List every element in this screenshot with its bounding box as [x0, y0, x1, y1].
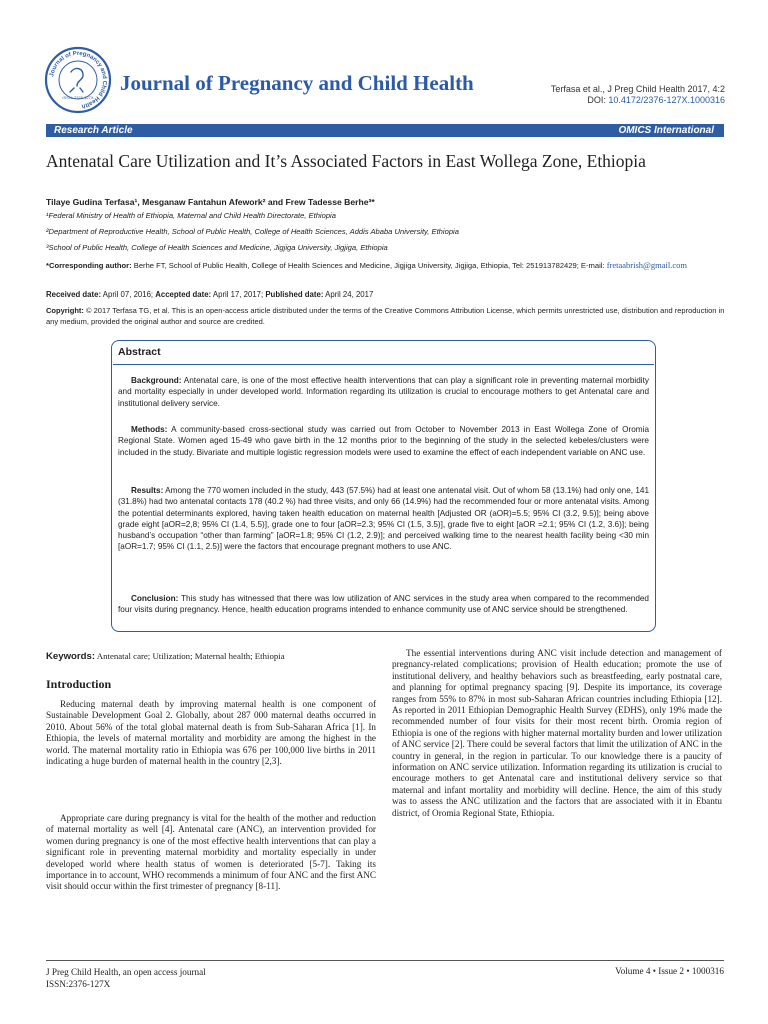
intro-paragraph-2: Appropriate care during pregnancy is vital for the health of the mother and reduction of maternal mortality as well [4]. Antenatal care (ANC), an intervention provided for women during pregnancy is one of the most effective health interventions that can play a significant role in preventing maternal morbidity and mortality especially in under developed world where health status of women is deteriorated [5-7]. Taking its importance in to account, WHO recommends a minimum of four ANC and the first ANC visit should occur within the first trimester of pregnancy [8-11].	[46, 813, 376, 892]
abstract-divider	[113, 364, 654, 365]
article-title: Antenatal Care Utilization and It’s Associated Factors in East Wollega Zone, Ethiopia	[46, 151, 646, 171]
journal-title: Journal of Pregnancy and Child Health	[120, 71, 474, 95]
affiliation-2: ²Department of Reproductive Health, School of Public Health, College of Health Sciences, Addis Ababa University, Ethiopia	[46, 227, 459, 236]
accepted-label: Accepted date:	[155, 290, 212, 299]
accepted-date: April 17, 2017;	[212, 290, 264, 299]
article-type-banner	[46, 124, 724, 137]
methods-label: Methods:	[131, 425, 168, 434]
received-date: April 07, 2016;	[102, 290, 154, 299]
conclusion-label: Conclusion:	[131, 594, 179, 603]
abstract-background	[118, 375, 649, 409]
affiliation-3: ³School of Public Health, College of Health Sciences and Medicine, Jigjiga University, Jigjiga, Ethiopia	[46, 243, 388, 252]
author-list: Tilaye Gudina Terfasa¹, Mesganaw Fantahun Afework² and Frew Tadesse Berhe³*	[46, 197, 375, 207]
corresponding-label: *Corresponding author:	[46, 261, 132, 270]
intro-paragraph-3: The essential interventions during ANC visit include detection and management of pregnancy-related complications; provision of Health education; promote the use of institutional delivery, and healthy behaviors such as breastfeeding, early postnatal care, and planning for optimal pregnancy spacing [9]. Despite its importance, its coverage ranges from 55% to 87% in most sub-Saharan African countries including Ethiopia [12]. As reported in 2011 Ethiopian Demographic Health Survey (EDHS), only 19% made the recommended number of four visits for their most recent birth. Oromia region of Ethiopia is one of the regions with higher maternal mortality burden and lower utilization of ANC service [2]. There could be several factors that limit the utilization of ANC in the country in general, in the region in particular. To our knowledge there is a paucity of information on ANC service utilization. Information regarding its utilization is crucial to encourage mothers to get Antenatal care and institutional delivery service so that maternal and infant mortality and morbidity will decline. Hence, the aim of this study was to assess the ANC utilization and the factors that are associated with it in Ebantu district, of Oromia Regional State, Ethiopia.	[392, 648, 722, 818]
abstract-conclusion	[118, 593, 649, 616]
results-label: Results:	[131, 486, 164, 495]
citation: Terfasa et al., J Preg Child Health 2017, 4:2	[550, 84, 725, 94]
article-type: Research Article	[54, 125, 133, 136]
corresponding-text: Berhe FT, School of Public Health, College of Health Sciences and Medicine, Jigjiga University, Jigjiga, Ethiopia, Tel: 251913782429; E-mail:	[133, 261, 605, 270]
footer-divider	[46, 960, 724, 961]
copyright-notice	[46, 305, 726, 327]
abstract-heading: Abstract	[118, 346, 161, 358]
abstract-methods	[118, 424, 649, 458]
footer-journal-line: J Preg Child Health, an open access journal	[46, 967, 206, 977]
affiliation-1: ¹Federal Ministry of Health of Ethiopia, Maternal and Child Health Directorate, Ethiopia	[46, 211, 336, 220]
footer-issn: ISSN:2376-127X	[46, 979, 111, 989]
background-label: Background:	[131, 376, 182, 385]
footer-journal-info	[46, 966, 206, 990]
introduction-heading: Introduction	[46, 677, 112, 691]
footer-volume-info: Volume 4 • Issue 2 • 1000316	[615, 966, 724, 976]
article-dates	[46, 290, 373, 299]
copyright-text: © 2017 Terfasa TG, et al. This is an open-access article distributed under the terms of the Creative Commons Attribution License, which permits unrestricted use, distribution and reproduction in any medium, provided the original author and source are credited.	[46, 306, 725, 326]
doi-link[interactable]: 10.4172/2376-127X.1000316	[608, 95, 725, 105]
intro-paragraph-1: Reducing maternal death by improving maternal health is one component of Sustainable Development Goal 2. Globally, about 287 000 maternal deaths occurred in 2010. About 56% of the total global maternal death is from Sub-Saharan Africa [1]. In Ethiopia, the levels of maternal mortality and morbidity are among the highest in the world. The maternal mortality ratio in Ethiopia was 676 per 100,000 live births in 2011 indicating a huge burden of maternal health in the country [2,3].	[46, 699, 376, 767]
methods-text: A community-based cross-sectional study was carried out from October to November 2013 in East Wollega Zone of Oromia Regional State. Women aged 15-49 who gave birth in the 12 months prior to the beginning of the study in the selected kebeles/clusters were included in the study. Bivariate and multiple logistic regression models were used to examine the effect of each independent variable on ANC use.	[118, 425, 649, 457]
publisher-name: OMICS International	[618, 125, 714, 136]
keywords-text: Antenatal care; Utilization; Maternal health; Ethiopia	[96, 651, 285, 661]
corresponding-email[interactable]: fretaabrish@gmail.com	[606, 260, 687, 270]
conclusion-text: This study has witnessed that there was low utilization of ANC services in the study area when compared to the recommended four visits during pregnancy. Hence, health education programs intended to enhance community use of ANC service should be strengthened.	[118, 594, 649, 615]
logo-ring-text: Journal of Pregnancy and Child Health	[49, 50, 108, 109]
citation-block	[551, 84, 725, 106]
published-label: Published date:	[265, 290, 324, 299]
received-label: Received date:	[46, 290, 102, 299]
corresponding-author	[46, 260, 726, 271]
results-text: Among the 770 women included in the study, 443 (57.5%) had at least one antenatal visit. Out of whom 58 (13.1%) had only one, 141 (31.8%) had two antenatal contacts 178 (40.2 %) had three visits, and only 66 (14.9%) had the recommended four or more antenatal visits. Among the potential determinants explored, having taken health education on maternal health [Adjusted OR (aOR)=5.5; 95% CI (3.2, 9.5)]; being above grade eight [aOR=2,8; 95% CI (1.4, 5.5)], grade one to four [aOR=2.3; 95% CI (1.5, 3.5)], grade five to eight [aOR =2.1; 95% CI (1.2, 3.6)]; being husband’s occupation “other than farming” [aOR=1.8; 95% CI (1.2, 2.9)]; and perceived walking time to the nearest health facility being <30 min [aOR=1.7; 95% CI (1.1, 2.5)] were the factors that encourage pregnant mothers to use ANC.	[118, 486, 650, 552]
journal-logo	[44, 46, 112, 114]
logo-issn: ISSN: 2376-127X	[62, 95, 94, 100]
doi-label: DOI:	[587, 95, 606, 105]
keywords-label: Keywords:	[46, 651, 96, 662]
doi-line	[551, 95, 725, 106]
abstract-results	[118, 485, 649, 553]
published-date: April 24, 2017	[325, 290, 374, 299]
copyright-label: Copyright:	[46, 306, 84, 315]
background-text: Antenatal care, is one of the most effective health interventions that can play a significant role in preventing maternal morbidity and mortality especially in under developed world. Information regarding its utilization is crucial to encourage mothers to get Antenatal care and institutional delivery service.	[118, 376, 649, 408]
keywords	[46, 651, 376, 662]
